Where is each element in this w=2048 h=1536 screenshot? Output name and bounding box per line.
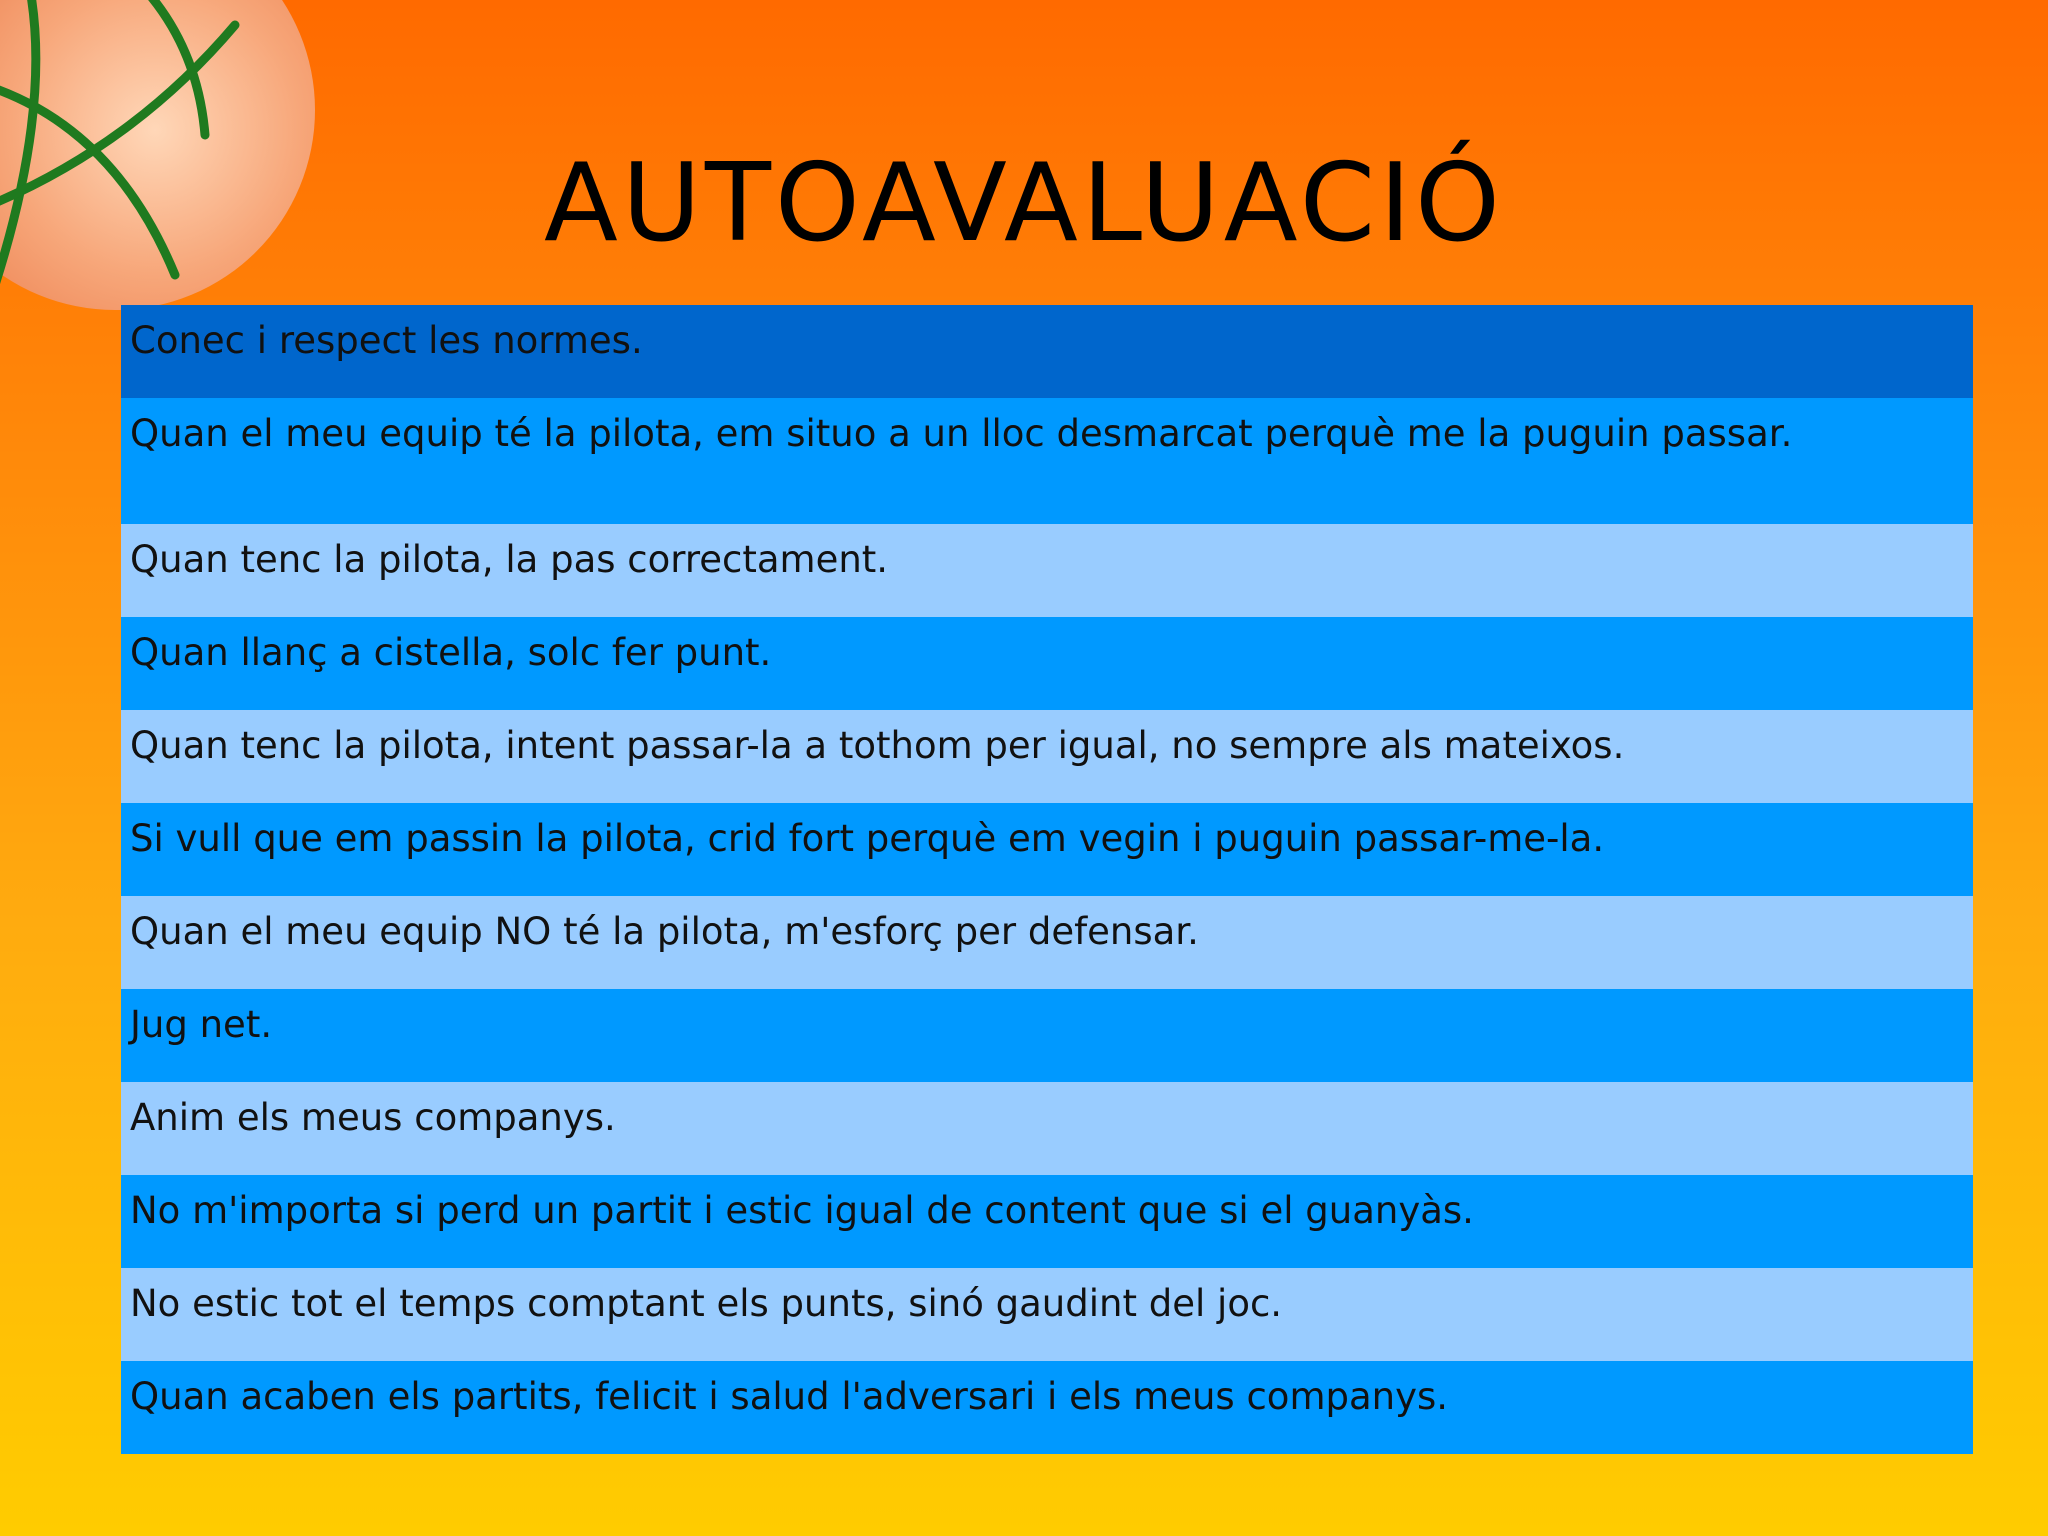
table-row: Conec i respect les normes. xyxy=(121,305,1973,398)
table-row: Quan tenc la pilota, la pas correctament. xyxy=(121,524,1973,617)
table-row: Anim els meus companys. xyxy=(121,1082,1973,1175)
table-row: No estic tot el temps comptant els punts, sinó gaudint del joc. xyxy=(121,1268,1973,1361)
table-row: Si vull que em passin la pilota, crid fort perquè em vegin i puguin passar-me-la. xyxy=(121,803,1973,896)
table-row: Quan tenc la pilota, intent passar-la a tothom per igual, no sempre als mateixos. xyxy=(121,710,1973,803)
table-row: Quan el meu equip NO té la pilota, m'esforç per defensar. xyxy=(121,896,1973,989)
table-row: No m'importa si perd un partit i estic igual de content que si el guanyàs. xyxy=(121,1175,1973,1268)
page-title: AUTOAVALUACIÓ xyxy=(544,141,1504,266)
table-row: Jug net. xyxy=(121,989,1973,1082)
table-row: Quan acaben els partits, felicit i salud l'adversari i els meus companys. xyxy=(121,1361,1973,1454)
table-row: Quan el meu equip té la pilota, em situo a un lloc desmarcat perquè me la puguin passar. xyxy=(121,398,1973,524)
table-row: Quan llanç a cistella, solc fer punt. xyxy=(121,617,1973,710)
self-assessment-table xyxy=(121,305,1973,1454)
